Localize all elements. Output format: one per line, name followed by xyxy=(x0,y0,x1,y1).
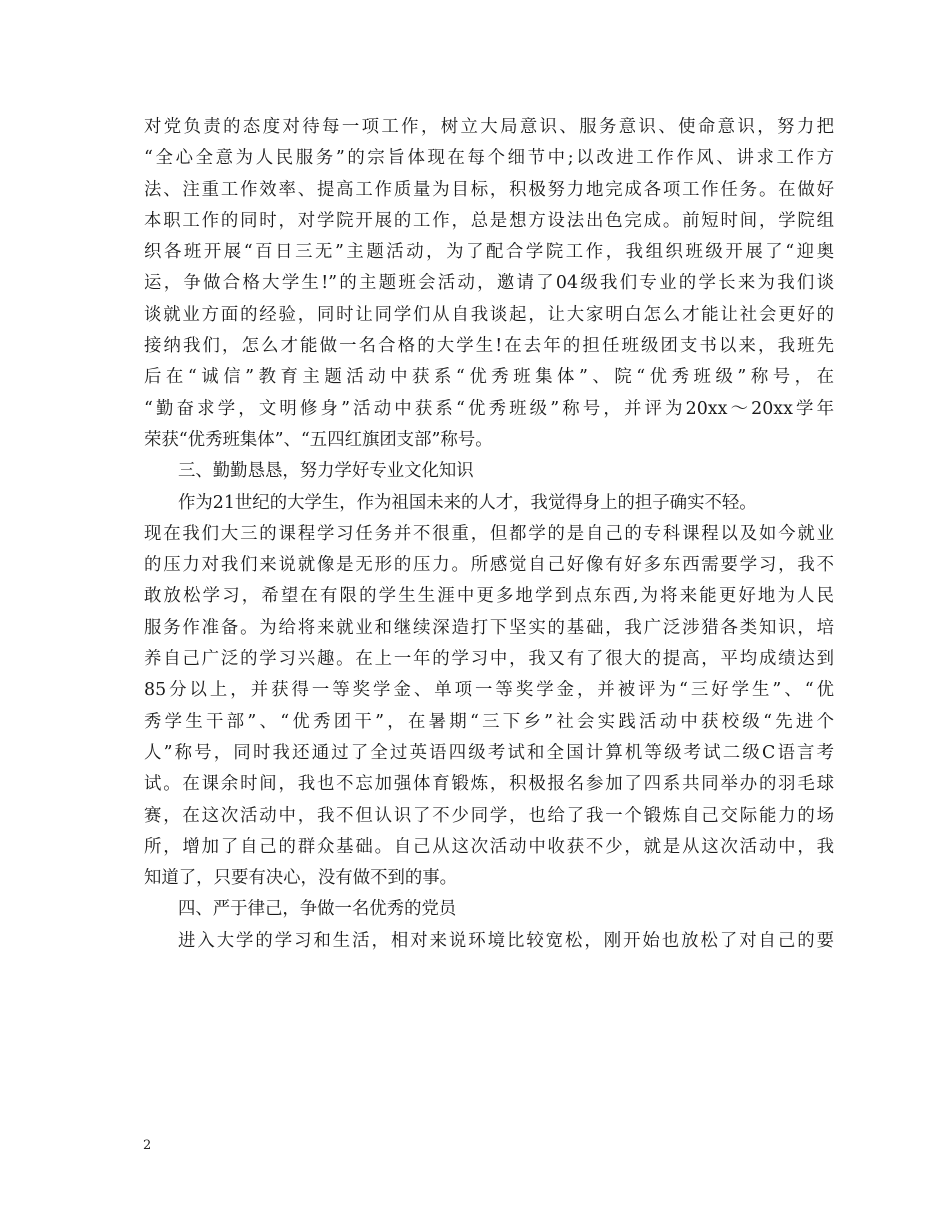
text-line: 85分以上，并获得一等奖学金、单项一等奖学金，并被评为“三好学生”、“优 xyxy=(144,680,834,701)
text-line: 对党负责的态度对待每一项工作，树立大局意识、服务意识、使命意识，努力把 xyxy=(144,117,834,137)
page-number: 2 xyxy=(143,1138,152,1153)
text-line: 服务作准备。为给将来就业和继续深造打下坚实的基础，我广泛涉猎各类知识，培 xyxy=(144,617,834,638)
text-line: 赛，在这次活动中，我不但认识了不少同学，也给了我一个锻炼自己交际能力的场 xyxy=(144,805,834,826)
text-line: 作为21世纪的大学生，作为祖国未来的人才，我觉得身上的担子确实不轻。 xyxy=(178,492,757,513)
text-line: “全心全意为人民服务”的宗旨体现在每个细节中;以改进工作作风、讲求工作方 xyxy=(144,148,834,169)
text-line: 现在我们大三的课程学习任务并不很重，但都学的是自己的专科课程以及如今就业 xyxy=(144,523,834,544)
text-line: 试。在课余时间，我也不忘加强体育锻炼，积极报名参加了四系共同举办的羽毛球 xyxy=(144,774,834,795)
text-line: 所，增加了自己的群众基础。自己从这次活动中收获不少，就是从这次活动中，我 xyxy=(144,836,834,857)
section-heading: 三、勤勤恳恳，努力学好专业文化知识 xyxy=(178,461,474,482)
text-line: 接纳我们，怎么才能做一名合格的大学生!在去年的担任班级团支书以来，我班先 xyxy=(144,336,834,357)
text-line: 后在“诚信”教育主题活动中获系“优秀班集体”、院“优秀班级”称号，在 xyxy=(144,367,834,388)
text-line: 的压力对我们来说就像是无形的压力。所感觉自己好像有好多东西需要学习，我不 xyxy=(144,555,834,576)
text-line: 养自己广泛的学习兴趣。在上一年的学习中，我又有了很大的提高，平均成绩达到 xyxy=(144,649,834,670)
text-line: 本职工作的同时，对学院开展的工作，总是想方设法出色完成。前短时间，学院组 xyxy=(144,210,834,231)
text-line: 运，争做合格大学生!”的主题班会活动，邀请了04级我们专业的学长来为我们谈 xyxy=(144,273,834,294)
text-line: 人”称号，同时我还通过了全过英语四级考试和全国计算机等级考试二级C语言考 xyxy=(144,742,834,763)
text-line: 秀学生干部”、“优秀团干”，在暑期“三下乡”社会实践活动中获校级“先进个 xyxy=(144,711,834,732)
text-line: 敢放松学习，希望在有限的学生生涯中更多地学到点东西,为将来能更好地为人民 xyxy=(144,586,834,607)
text-line: “勤奋求学，文明修身”活动中获系“优秀班级”称号，并评为20xx～20xx学年 xyxy=(144,398,834,419)
text-line: 知道了，只要有决心，没有做不到的事。 xyxy=(144,868,458,889)
text-line: 进入大学的学习和生活，相对来说环境比较宽松，刚开始也放松了对自己的要 xyxy=(178,930,834,951)
section-heading: 四、严于律己，争做一名优秀的党员 xyxy=(178,899,457,920)
text-line: 谈就业方面的经验，同时让同学们从自我谈起，让大家明白怎么才能让社会更好的 xyxy=(144,304,834,325)
text-line: 织各班开展“百日三无”主题活动，为了配合学院工作，我组织班级开展了“迎奥 xyxy=(144,242,834,263)
body-text xyxy=(144,112,834,957)
text-line: 荣获“优秀班集体”、“五四红旗团支部”称号。 xyxy=(144,429,493,450)
text-line: 法、注重工作效率、提高工作质量为目标，积极努力地完成各项工作任务。在做好 xyxy=(144,179,834,200)
